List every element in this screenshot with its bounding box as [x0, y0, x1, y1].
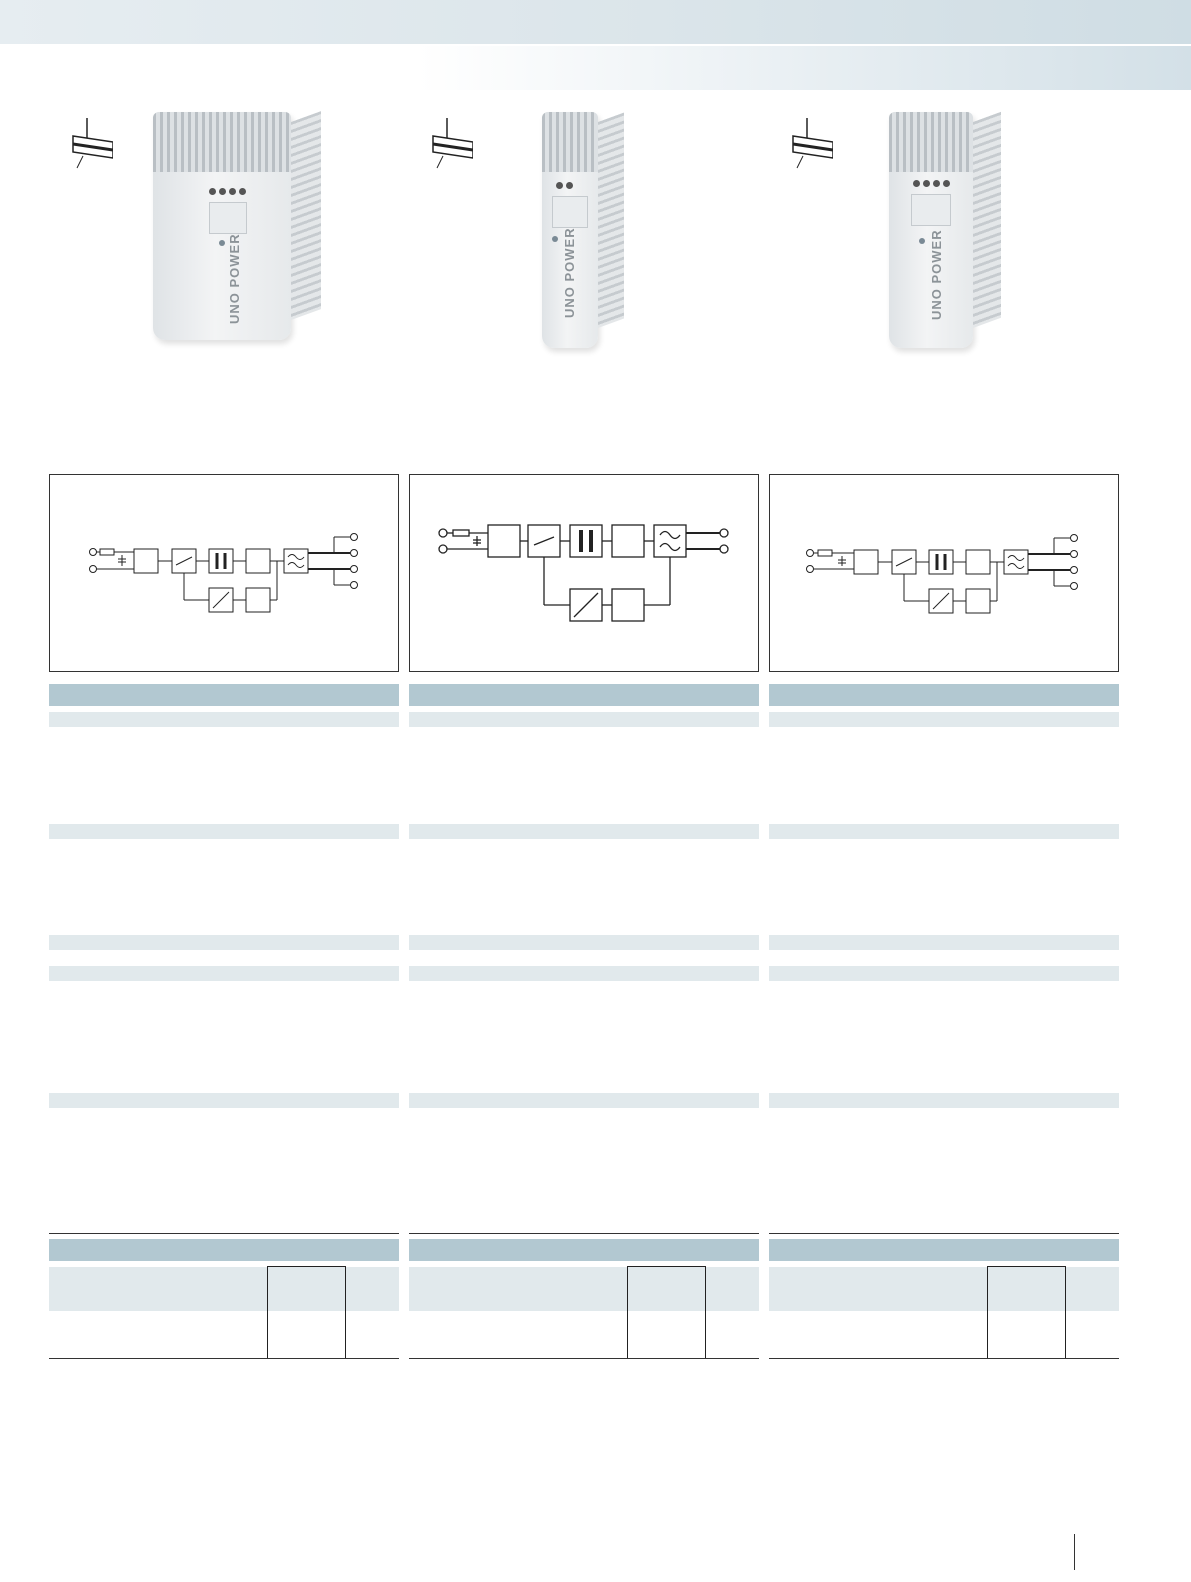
row-bar [49, 966, 399, 981]
row-bar [409, 1093, 759, 1108]
diode-icon [966, 550, 990, 574]
table-cell-top [987, 1266, 1065, 1267]
din-rail-icon [785, 118, 833, 173]
row-bar [409, 712, 759, 727]
table-column-line [705, 1266, 706, 1358]
product-brand-label: UNO POWER [562, 227, 577, 318]
row-bar [409, 824, 759, 839]
table-column-line [345, 1266, 346, 1358]
filter-icon [284, 549, 308, 573]
divider [769, 1233, 1119, 1234]
product-column-3 [769, 0, 1119, 1582]
filter-icon [1004, 550, 1028, 574]
block-diagram [769, 474, 1119, 672]
ordering-row [769, 1267, 1119, 1311]
table-cell-top [267, 1266, 345, 1267]
product-column-1 [49, 0, 399, 1582]
ordering-row [49, 1267, 399, 1311]
row-bar [49, 1093, 399, 1108]
transformer-icon [570, 525, 602, 557]
row-bar [49, 712, 399, 727]
table-column-line [1065, 1266, 1066, 1358]
section-header-bar [409, 684, 759, 706]
fuse-icon [100, 549, 114, 555]
block-diagram [409, 474, 759, 672]
row-bar [769, 935, 1119, 950]
circuit-diagram [770, 475, 1118, 671]
din-rail-icon [65, 118, 113, 173]
section-header-bar [769, 684, 1119, 706]
product-brand-label: UNO POWER [929, 229, 944, 320]
page-number-rule [1074, 1534, 1075, 1570]
ordering-header-bar [409, 1239, 759, 1261]
section-header-bar [49, 684, 399, 706]
product-image [889, 112, 973, 348]
diode-icon [854, 550, 878, 574]
regulator-icon [612, 589, 644, 621]
diode-icon [134, 549, 158, 573]
row-bar [769, 966, 1119, 981]
table-column-line [627, 1266, 628, 1358]
row-bar [409, 966, 759, 981]
divider [409, 1358, 759, 1359]
transformer-icon [209, 549, 233, 573]
ordering-row [409, 1267, 759, 1311]
divider [769, 1358, 1119, 1359]
diode-icon [612, 525, 644, 557]
table-column-line [987, 1266, 988, 1358]
ordering-header-bar [49, 1239, 399, 1261]
row-bar [409, 935, 759, 950]
row-bar [769, 712, 1119, 727]
fuse-icon [818, 550, 832, 556]
circuit-diagram [50, 475, 398, 671]
row-bar [769, 824, 1119, 839]
table-column-line [267, 1266, 268, 1358]
product-brand-label: UNO POWER [227, 233, 242, 324]
product-column-2 [409, 0, 759, 1582]
din-rail-icon [425, 118, 473, 173]
ordering-header-bar [769, 1239, 1119, 1261]
table-cell-top [627, 1266, 705, 1267]
fuse-icon [453, 530, 469, 536]
circuit-diagram [410, 475, 758, 671]
filter-icon [654, 525, 686, 557]
regulator-icon [246, 588, 270, 612]
divider [49, 1358, 399, 1359]
regulator-icon [966, 589, 990, 613]
transformer-icon [929, 550, 953, 574]
divider [49, 1233, 399, 1234]
row-bar [769, 1093, 1119, 1108]
product-image [153, 112, 291, 340]
product-image [542, 112, 598, 348]
divider [409, 1233, 759, 1234]
row-bar [49, 935, 399, 950]
row-bar [49, 824, 399, 839]
diode-icon [488, 525, 520, 557]
diode-icon [246, 549, 270, 573]
block-diagram [49, 474, 399, 672]
